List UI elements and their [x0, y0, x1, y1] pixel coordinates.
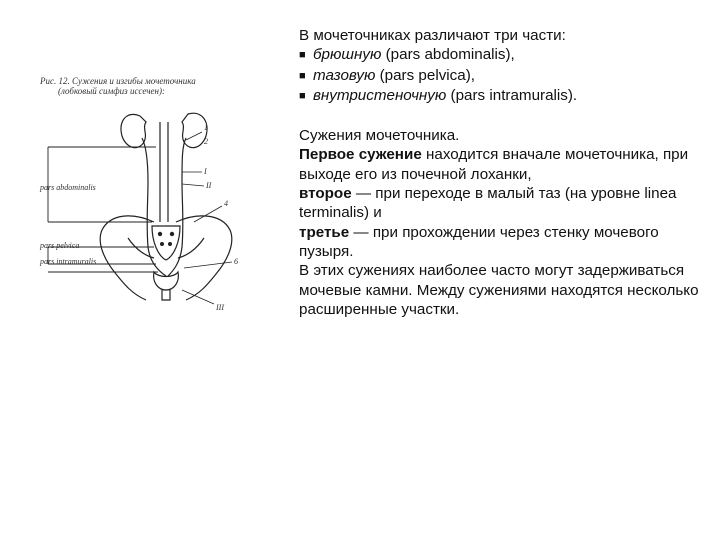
anatomy-figure: [36, 72, 266, 332]
second-label: второе: [299, 185, 352, 203]
first-text: находится вначале мочеточника, при выходе его из почечной лоханки,: [299, 146, 689, 183]
part-item: [299, 66, 699, 86]
part-name: брюшную: [313, 46, 382, 64]
bullet-icon: ■: [299, 49, 306, 62]
part-name: внутристеночную: [313, 86, 447, 104]
bullet-icon: ■: [299, 89, 306, 102]
label-III: III: [216, 303, 224, 312]
third-narrowing: [299, 223, 699, 262]
first-label: Первое сужение: [299, 146, 422, 164]
second-narrowing: [299, 184, 699, 223]
third-label: третье: [299, 223, 350, 241]
part-latin: (pars pelvica),: [379, 66, 475, 84]
figure-caption-line1: Рис. 12. Сужения и изгибы мочеточника: [40, 76, 196, 86]
bladder: [154, 272, 179, 290]
left-kidney: [121, 114, 146, 147]
label-I: I: [204, 167, 207, 176]
text-block: [299, 26, 699, 319]
part-name: тазовую: [313, 66, 376, 84]
pelvis-right-wing: [176, 216, 232, 300]
label-1: 1: [204, 123, 208, 132]
label-pars-intramuralis: pars intramuralis: [40, 257, 97, 266]
third-text: — при прохождении через стенку мочевого пузыря.: [299, 223, 659, 260]
part-latin: (pars abdominalis),: [385, 46, 515, 64]
intro-line: В мочеточниках различают три части:: [299, 27, 566, 44]
ureter-diagram: [36, 72, 266, 332]
label-II: II: [206, 181, 212, 190]
figure-caption-line2: (лобковый симфиз иссечен):: [58, 86, 165, 96]
conclusion-text: В этих сужениях наиболее часто могут задерживаться мочевые камни. Между сужениями находятся несколько расширенные участки.: [299, 262, 699, 318]
part-item: [299, 45, 699, 65]
first-narrowing: [299, 145, 699, 184]
label-pars-pelvica: pars pelvica: [40, 241, 80, 250]
label-6: 6: [234, 257, 238, 266]
section-heading: Сужения мочеточника.: [299, 127, 460, 145]
label-pars-abdominalis: pars abdominalis: [40, 183, 96, 192]
pelvis-left-wing: [100, 216, 154, 300]
label-4: 4: [224, 199, 228, 208]
label-2: 2: [204, 137, 208, 146]
part-item: [299, 86, 699, 106]
part-latin: (pars intramuralis).: [450, 86, 578, 104]
right-ureter: [168, 138, 186, 276]
second-text: — при переходе в малый таз (на уровне linea terminalis) и: [299, 185, 677, 222]
bullet-icon: ■: [299, 69, 306, 82]
sacrum: [152, 226, 180, 260]
